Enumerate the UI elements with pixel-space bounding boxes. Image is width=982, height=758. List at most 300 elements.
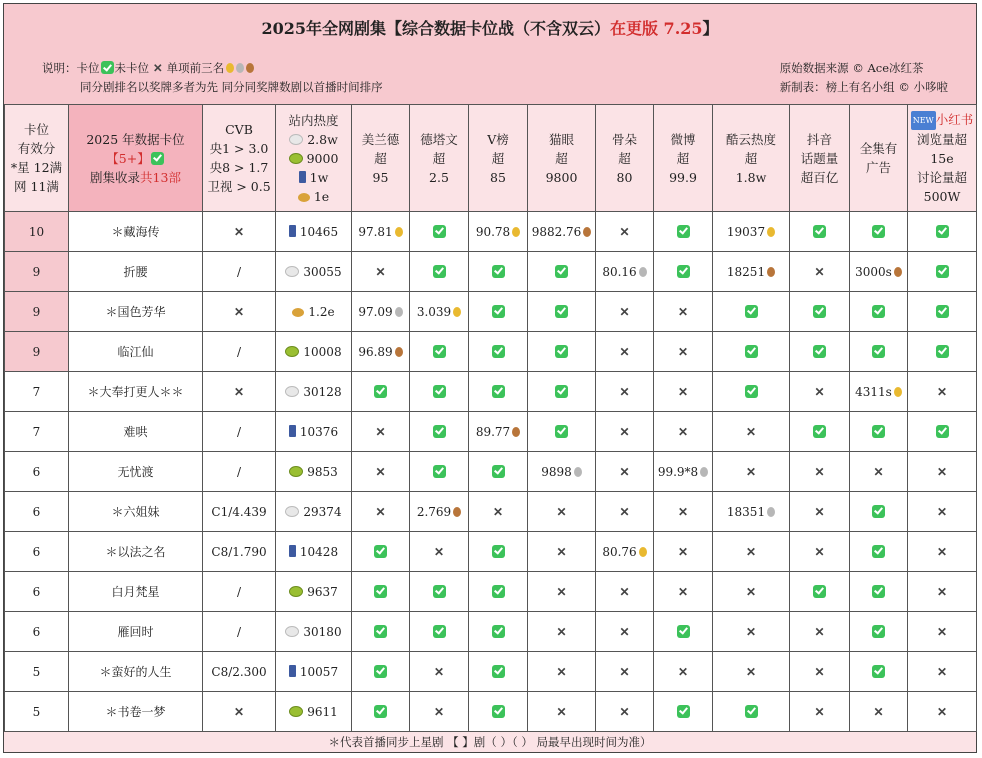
cross-icon: ✕: [233, 224, 245, 239]
header-col-5: [654, 105, 713, 212]
data-cell: [790, 532, 850, 572]
header-line: [276, 168, 351, 187]
gold-medal-icon: [894, 387, 902, 397]
data-cell: [469, 292, 528, 332]
cell-value: 4311s: [855, 384, 892, 399]
cvb-cell: /: [203, 252, 276, 292]
data-cell: [908, 612, 977, 652]
score-cell: 6: [5, 572, 69, 612]
cross-icon: ✕: [619, 424, 630, 439]
check-icon: [813, 585, 826, 598]
heat-threshold: 1w: [309, 169, 329, 185]
data-cell: [528, 292, 596, 332]
data-cell: [908, 212, 977, 252]
table-body: [5, 212, 977, 732]
data-cell: [908, 412, 977, 452]
check-icon: [374, 385, 387, 398]
data-cell: [596, 212, 654, 252]
header-line: 超: [618, 150, 631, 166]
cross-icon: ✕: [619, 624, 630, 639]
data-cell: [850, 492, 908, 532]
cross-icon: ✕: [233, 704, 245, 719]
check-icon: [872, 545, 885, 558]
ranking-table: [4, 104, 977, 732]
check-icon: [492, 385, 505, 398]
check-icon: [936, 225, 949, 238]
data-cell: [908, 692, 977, 732]
check-icon: [872, 665, 885, 678]
data-cell: [713, 492, 790, 532]
check-icon: [374, 545, 387, 558]
check-icon: [433, 385, 446, 398]
data-cell: [654, 612, 713, 652]
cross-icon: ✕: [619, 384, 630, 399]
data-source: 原始数据来源 © Ace冰红茶: [779, 61, 924, 75]
data-cell: [469, 572, 528, 612]
header-line: 超: [432, 150, 446, 166]
cross-icon: ✕: [619, 224, 630, 239]
cvb-cell: /: [203, 612, 276, 652]
data-cell: [528, 612, 596, 652]
cvb-cell: C1/4.439: [203, 492, 276, 532]
cross-icon: ✕: [433, 704, 445, 719]
cross-icon: ✕: [677, 384, 689, 399]
data-cell: [713, 292, 790, 332]
check-icon: [872, 585, 885, 598]
cvb-cell: [203, 292, 276, 332]
header-line: 央1 > 3.0: [209, 141, 269, 156]
header-line: 酷云热度: [725, 131, 776, 147]
data-cell: [410, 532, 469, 572]
header-line: *星 12满: [10, 160, 63, 175]
jeans-icon: [289, 545, 296, 557]
data-cell: [654, 572, 713, 612]
check-icon: [936, 345, 949, 358]
drama-title: ＊书卷一梦: [69, 692, 203, 732]
data-cell: [469, 492, 528, 532]
data-cell: [790, 412, 850, 452]
heat-value: 30180: [303, 624, 342, 639]
heat-cell: [276, 572, 352, 612]
data-cell: [352, 212, 410, 252]
data-cell: [790, 212, 850, 252]
score-cell: 6: [5, 492, 69, 532]
score-cell: 5: [5, 652, 69, 692]
check-icon: [677, 625, 690, 638]
cross-icon: ✕: [433, 544, 445, 559]
header-line: CVB: [225, 122, 253, 137]
cell-value: 90.78: [475, 224, 511, 239]
heat-value: 10008: [303, 344, 342, 359]
data-cell: [596, 252, 654, 292]
score-cell: 9: [5, 292, 69, 332]
drama-title: 白月梵星: [69, 572, 203, 612]
cross-icon: ✕: [619, 344, 630, 359]
title-end: 】: [702, 19, 719, 38]
data-cell: [410, 612, 469, 652]
header-row: [5, 105, 977, 212]
check-icon: [433, 225, 446, 238]
cvb-cell: [203, 212, 276, 252]
cell-value: 18351: [726, 504, 766, 519]
header-line: [276, 187, 351, 206]
data-cell: [528, 452, 596, 492]
data-cell: [410, 452, 469, 492]
cross-icon: ✕: [745, 464, 757, 479]
header-line: 全集有: [859, 141, 898, 156]
data-cell: [352, 532, 410, 572]
silver-medal-icon: [574, 467, 582, 477]
data-cell: [528, 372, 596, 412]
bronze-medal-icon: [453, 507, 461, 517]
mango-icon: [298, 193, 310, 202]
cell-value: 9898: [541, 464, 572, 479]
data-cell: [596, 692, 654, 732]
data-cell: [469, 372, 528, 412]
data-cell: [790, 492, 850, 532]
data-cell: [410, 492, 469, 532]
check-icon: [492, 705, 505, 718]
heat-value: 1.2e: [308, 304, 335, 319]
data-cell: [713, 332, 790, 372]
header-line: 超: [555, 150, 568, 166]
cross-icon: ✕: [814, 624, 825, 639]
cross-icon: ✕: [745, 624, 757, 639]
check-icon: [936, 305, 949, 318]
data-cell: [410, 292, 469, 332]
check-icon: [677, 705, 690, 718]
melon-icon: [289, 466, 303, 477]
heat-value: 30128: [303, 384, 342, 399]
data-cell: [654, 212, 713, 252]
heat-value: 10428: [299, 544, 339, 559]
header-col-7: [790, 105, 850, 212]
data-cell: [596, 612, 654, 652]
data-cell: [713, 372, 790, 412]
header-col-6: [713, 105, 790, 212]
cell-value: 18251: [726, 264, 766, 279]
heat-cell: [276, 492, 352, 532]
header-line: 超百亿: [800, 169, 839, 185]
jeans-icon: [289, 665, 296, 677]
data-cell: [908, 572, 977, 612]
data-cell: [850, 412, 908, 452]
header-line: 超: [676, 150, 690, 166]
header-line: V榜: [487, 131, 509, 147]
heat-value: 10057: [299, 664, 339, 679]
score-cell: 6: [5, 532, 69, 572]
data-cell: [713, 252, 790, 292]
header-col-4: [596, 105, 654, 212]
cross-icon: ✕: [677, 584, 689, 599]
check-icon: [555, 305, 568, 318]
cell-value: 97.09: [358, 304, 393, 319]
bronze-medal-icon: [395, 347, 403, 357]
heat-cell: [276, 212, 352, 252]
header-col-3: [528, 105, 596, 212]
cross-icon: ✕: [433, 664, 445, 679]
check-icon: [745, 705, 758, 718]
bronze-medal-icon: [894, 267, 902, 277]
cross-icon: ✕: [375, 264, 386, 279]
cross-icon: ✕: [619, 504, 630, 519]
data-cell: [528, 652, 596, 692]
data-cell: [528, 332, 596, 372]
check-icon: [677, 265, 690, 278]
jeans-icon: [289, 225, 296, 237]
cross-icon: ✕: [233, 384, 245, 399]
heat-cell: [276, 612, 352, 652]
check-icon: [872, 425, 885, 438]
cross-icon: ✕: [745, 544, 757, 559]
header-line: 骨朵: [611, 131, 637, 147]
data-cell: [528, 252, 596, 292]
cross-icon: ✕: [814, 544, 825, 559]
heat-value: 30055: [303, 264, 342, 279]
data-cell: [469, 652, 528, 692]
data-cell: [352, 452, 410, 492]
cross-icon: ✕: [556, 664, 567, 679]
silver-medal-icon: [639, 267, 647, 277]
check-icon: [374, 625, 387, 638]
check-icon: [555, 385, 568, 398]
header-red: 小红书: [935, 112, 974, 127]
heat-cell: [276, 332, 352, 372]
data-cell: [850, 332, 908, 372]
cross-icon: ✕: [814, 464, 825, 479]
heat-cell: [276, 372, 352, 412]
silver-medal-icon: [700, 467, 708, 477]
heat-value: 10376: [299, 424, 339, 439]
title-main: 2025年全网剧集【综合数据卡位战（不含双云）: [261, 19, 610, 38]
header-line: 2025 年数据卡位: [86, 131, 185, 147]
melon-icon: [285, 346, 299, 357]
table-row: [5, 332, 977, 372]
data-cell: [654, 532, 713, 572]
check-icon: [433, 625, 446, 638]
check-icon: [374, 665, 387, 678]
score-cell: 5: [5, 692, 69, 732]
title-version: 在更版 7.25: [609, 19, 703, 38]
drama-title: 难哄: [69, 412, 203, 452]
notes-left: [42, 59, 383, 97]
data-cell: [596, 452, 654, 492]
jeans-icon: [289, 425, 296, 437]
data-cell: [850, 692, 908, 732]
cross-icon: ✕: [936, 664, 948, 679]
data-cell: [908, 292, 977, 332]
cell-value: 80.76: [602, 544, 637, 559]
header-line: 15e: [930, 151, 954, 166]
header-line: 话题量: [800, 150, 839, 166]
table-maker: 新制表：榜上有名小组 © 小哆啦: [779, 80, 948, 94]
check-icon: [813, 425, 826, 438]
cross-icon: ✕: [556, 504, 567, 519]
cross-icon: ✕: [619, 304, 630, 319]
gold-medal-icon: [512, 227, 520, 237]
heat-cell: [276, 532, 352, 572]
data-cell: [908, 372, 977, 412]
check-icon: [433, 585, 446, 598]
cell-value: 3.039: [416, 304, 452, 319]
cross-icon: ✕: [556, 544, 567, 559]
drama-title: ＊国色芳华: [69, 292, 203, 332]
cross-icon: ✕: [873, 464, 884, 479]
data-cell: [790, 252, 850, 292]
header-line: 央8 > 1.7: [209, 160, 269, 175]
legend-prefix: 说明：卡位: [42, 61, 100, 75]
cross-icon: ✕: [677, 304, 689, 319]
table-row: [5, 572, 977, 612]
drama-title: ＊以法之名: [69, 532, 203, 572]
table-row: [5, 612, 977, 652]
cvb-cell: [203, 372, 276, 412]
cell-value: 97.81: [358, 224, 393, 239]
heat-cell: [276, 452, 352, 492]
data-cell: [850, 372, 908, 412]
cvb-cell: /: [203, 332, 276, 372]
bronze-medal-icon: [583, 227, 591, 237]
data-cell: [850, 652, 908, 692]
header-line: 德塔文: [420, 131, 458, 147]
check-icon: [492, 345, 505, 358]
header-line: 网 11满: [14, 179, 59, 194]
gold-medal-icon: [226, 63, 234, 73]
cross-icon: ✕: [375, 504, 386, 519]
data-cell: [469, 532, 528, 572]
data-cell: [908, 452, 977, 492]
data-cell: [654, 492, 713, 532]
cross-icon: ✕: [814, 704, 825, 719]
cell-value: 2.769: [416, 504, 452, 519]
cell-value: 89.77: [475, 424, 511, 439]
cell-value: 19037: [726, 224, 766, 239]
check-icon: [492, 585, 505, 598]
data-cell: [410, 372, 469, 412]
cvb-cell: C8/2.300: [203, 652, 276, 692]
data-cell: [713, 532, 790, 572]
swan-icon: [285, 506, 299, 517]
data-cell: [713, 452, 790, 492]
drama-title: 无忧渡: [69, 452, 203, 492]
header-col-1: [410, 105, 469, 212]
table-row: [5, 692, 977, 732]
check-icon: [555, 425, 568, 438]
header-line: 讨论量超: [916, 170, 967, 185]
check-icon: [433, 345, 446, 358]
data-cell: [713, 612, 790, 652]
check-icon: [433, 265, 446, 278]
check-icon: [492, 545, 505, 558]
header-line: 超: [374, 150, 387, 166]
data-cell: [352, 412, 410, 452]
header-line: 美兰德: [361, 131, 400, 147]
data-cell: [352, 292, 410, 332]
header: [4, 4, 976, 105]
header-line: 超: [491, 150, 505, 166]
header-line: [276, 149, 351, 168]
data-cell: [469, 692, 528, 732]
check-icon: [433, 465, 446, 478]
cross-icon: ✕: [677, 664, 689, 679]
swan-icon: [285, 266, 299, 277]
data-cell: [410, 572, 469, 612]
cell-value: 99.9*8: [657, 464, 699, 479]
gold-medal-icon: [639, 547, 647, 557]
data-cell: [850, 452, 908, 492]
check-icon: [872, 505, 885, 518]
bronze-medal-icon: [512, 427, 520, 437]
header-line: 500W: [923, 189, 961, 204]
data-cell: [790, 652, 850, 692]
cross-icon: ✕: [619, 584, 630, 599]
table-row: [5, 452, 977, 492]
table-row: [5, 652, 977, 692]
swan-icon: [285, 626, 299, 637]
data-cell: [713, 212, 790, 252]
data-cell: [528, 532, 596, 572]
header-col-0: [352, 105, 410, 212]
legend-suffix: 单项前三名: [166, 61, 225, 75]
heat-cell: [276, 292, 352, 332]
data-cell: [596, 292, 654, 332]
data-cell: [654, 692, 713, 732]
data-cell: [790, 452, 850, 492]
silver-medal-icon: [767, 507, 775, 517]
heat-cell: [276, 692, 352, 732]
score-cell: 9: [5, 252, 69, 292]
data-cell: [790, 572, 850, 612]
table-row: [5, 212, 977, 252]
cross-icon: ✕: [149, 61, 167, 75]
cross-icon: ✕: [556, 584, 567, 599]
drama-title: ＊大奉打更人＊＊: [69, 372, 203, 412]
header-col-8: [850, 105, 908, 212]
data-cell: [908, 252, 977, 292]
cross-icon: ✕: [936, 504, 948, 519]
data-cell: [528, 692, 596, 732]
header-count: 共13部: [140, 169, 181, 185]
cross-icon: ✕: [556, 704, 567, 719]
bronze-medal-icon: [246, 63, 254, 73]
check-icon: [872, 625, 885, 638]
data-cell: [790, 612, 850, 652]
header-drama: [69, 105, 203, 212]
cell-value: 96.89: [358, 344, 393, 359]
cvb-cell: [203, 692, 276, 732]
check-icon: [374, 705, 387, 718]
cell-value: 3000s: [855, 264, 892, 279]
page-title: [4, 16, 976, 39]
data-cell: [469, 612, 528, 652]
cross-icon: ✕: [745, 424, 757, 439]
header-line: [69, 168, 202, 187]
score-cell: 6: [5, 452, 69, 492]
new-badge-icon: NEW: [911, 111, 936, 130]
cross-icon: ✕: [814, 664, 825, 679]
check-icon: [872, 225, 885, 238]
data-cell: [352, 492, 410, 532]
data-cell: [352, 252, 410, 292]
cross-icon: ✕: [936, 584, 948, 599]
cross-icon: ✕: [619, 664, 630, 679]
cross-icon: ✕: [745, 664, 757, 679]
melon-icon: [289, 706, 303, 717]
header-line: 站内热度: [288, 112, 339, 128]
data-cell: [790, 332, 850, 372]
legend-mid: 未卡位: [114, 61, 149, 75]
data-cell: [352, 692, 410, 732]
